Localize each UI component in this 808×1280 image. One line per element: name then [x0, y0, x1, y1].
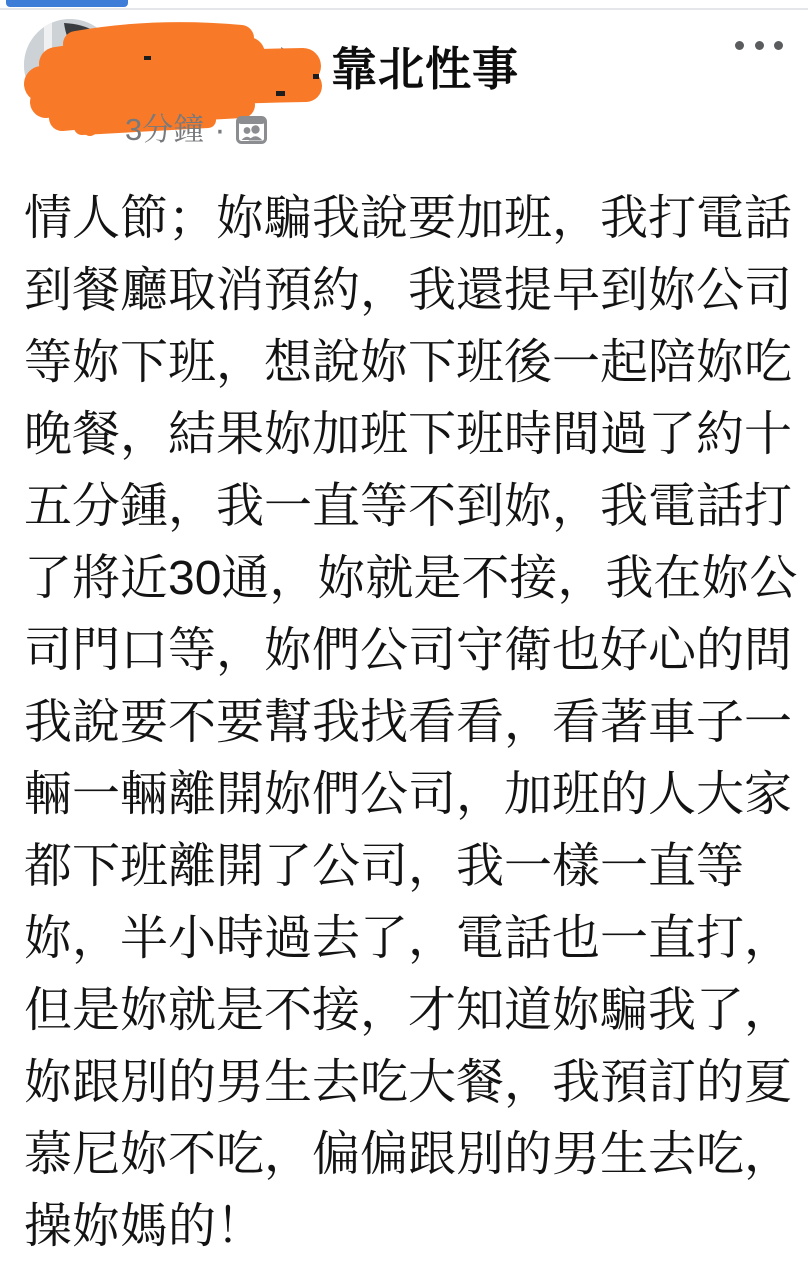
post-meta	[125, 112, 267, 148]
body-text-line: 到餐廳取消預約，我還提早到妳公司	[24, 264, 793, 317]
body-text-line: 五分鍾，我一直等不到妳，我電話打	[24, 480, 793, 533]
body-text-line: 慕尼妳不吃，偏偏跟別的男生去吃，	[24, 1128, 793, 1181]
body-text-line: 操妳媽的！	[24, 1200, 265, 1253]
group-privacy-icon	[236, 116, 267, 144]
header-divider	[0, 8, 808, 10]
body-text-line: 都下班離開了公司，我一樣一直等	[24, 840, 745, 893]
body-text-line: 妳跟別的男生去吃大餐，我預訂的夏	[24, 1056, 793, 1109]
body-text-line: 情人節；妳騙我說要加班，我打電話	[24, 192, 793, 245]
dot-icon	[755, 41, 764, 50]
dot-icon	[774, 41, 783, 50]
body-text-line: 我說要不要幫我找看看，看著車子一	[24, 696, 793, 749]
body-text-line: 妳，半小時過去了，電話也一直打，	[24, 912, 793, 965]
group-name-link[interactable]: 靠北性事	[331, 43, 519, 95]
timestamp[interactable]: 3分鐘	[125, 112, 205, 147]
body-text-line: 但是妳就是不接，才知道妳騙我了，	[24, 984, 793, 1037]
body-text-line: 了將近30通，妳就是不接，我在妳公	[24, 552, 798, 605]
post-body	[24, 183, 798, 1263]
more-options-button[interactable]	[733, 31, 785, 59]
body-text-line: 輛一輛離開妳們公司，加班的人大家	[24, 768, 793, 821]
scroll-progress-bar	[6, 0, 128, 7]
meta-separator: ·	[214, 111, 226, 149]
dot-icon	[735, 41, 744, 50]
body-text-line: 晚餐，結果妳加班下班時間過了約十	[24, 408, 793, 461]
body-text-line: 等妳下班，想說妳下班後一起陪妳吃	[24, 336, 793, 389]
body-text-line: 司門口等，妳們公司守衛也好心的問	[24, 624, 793, 677]
